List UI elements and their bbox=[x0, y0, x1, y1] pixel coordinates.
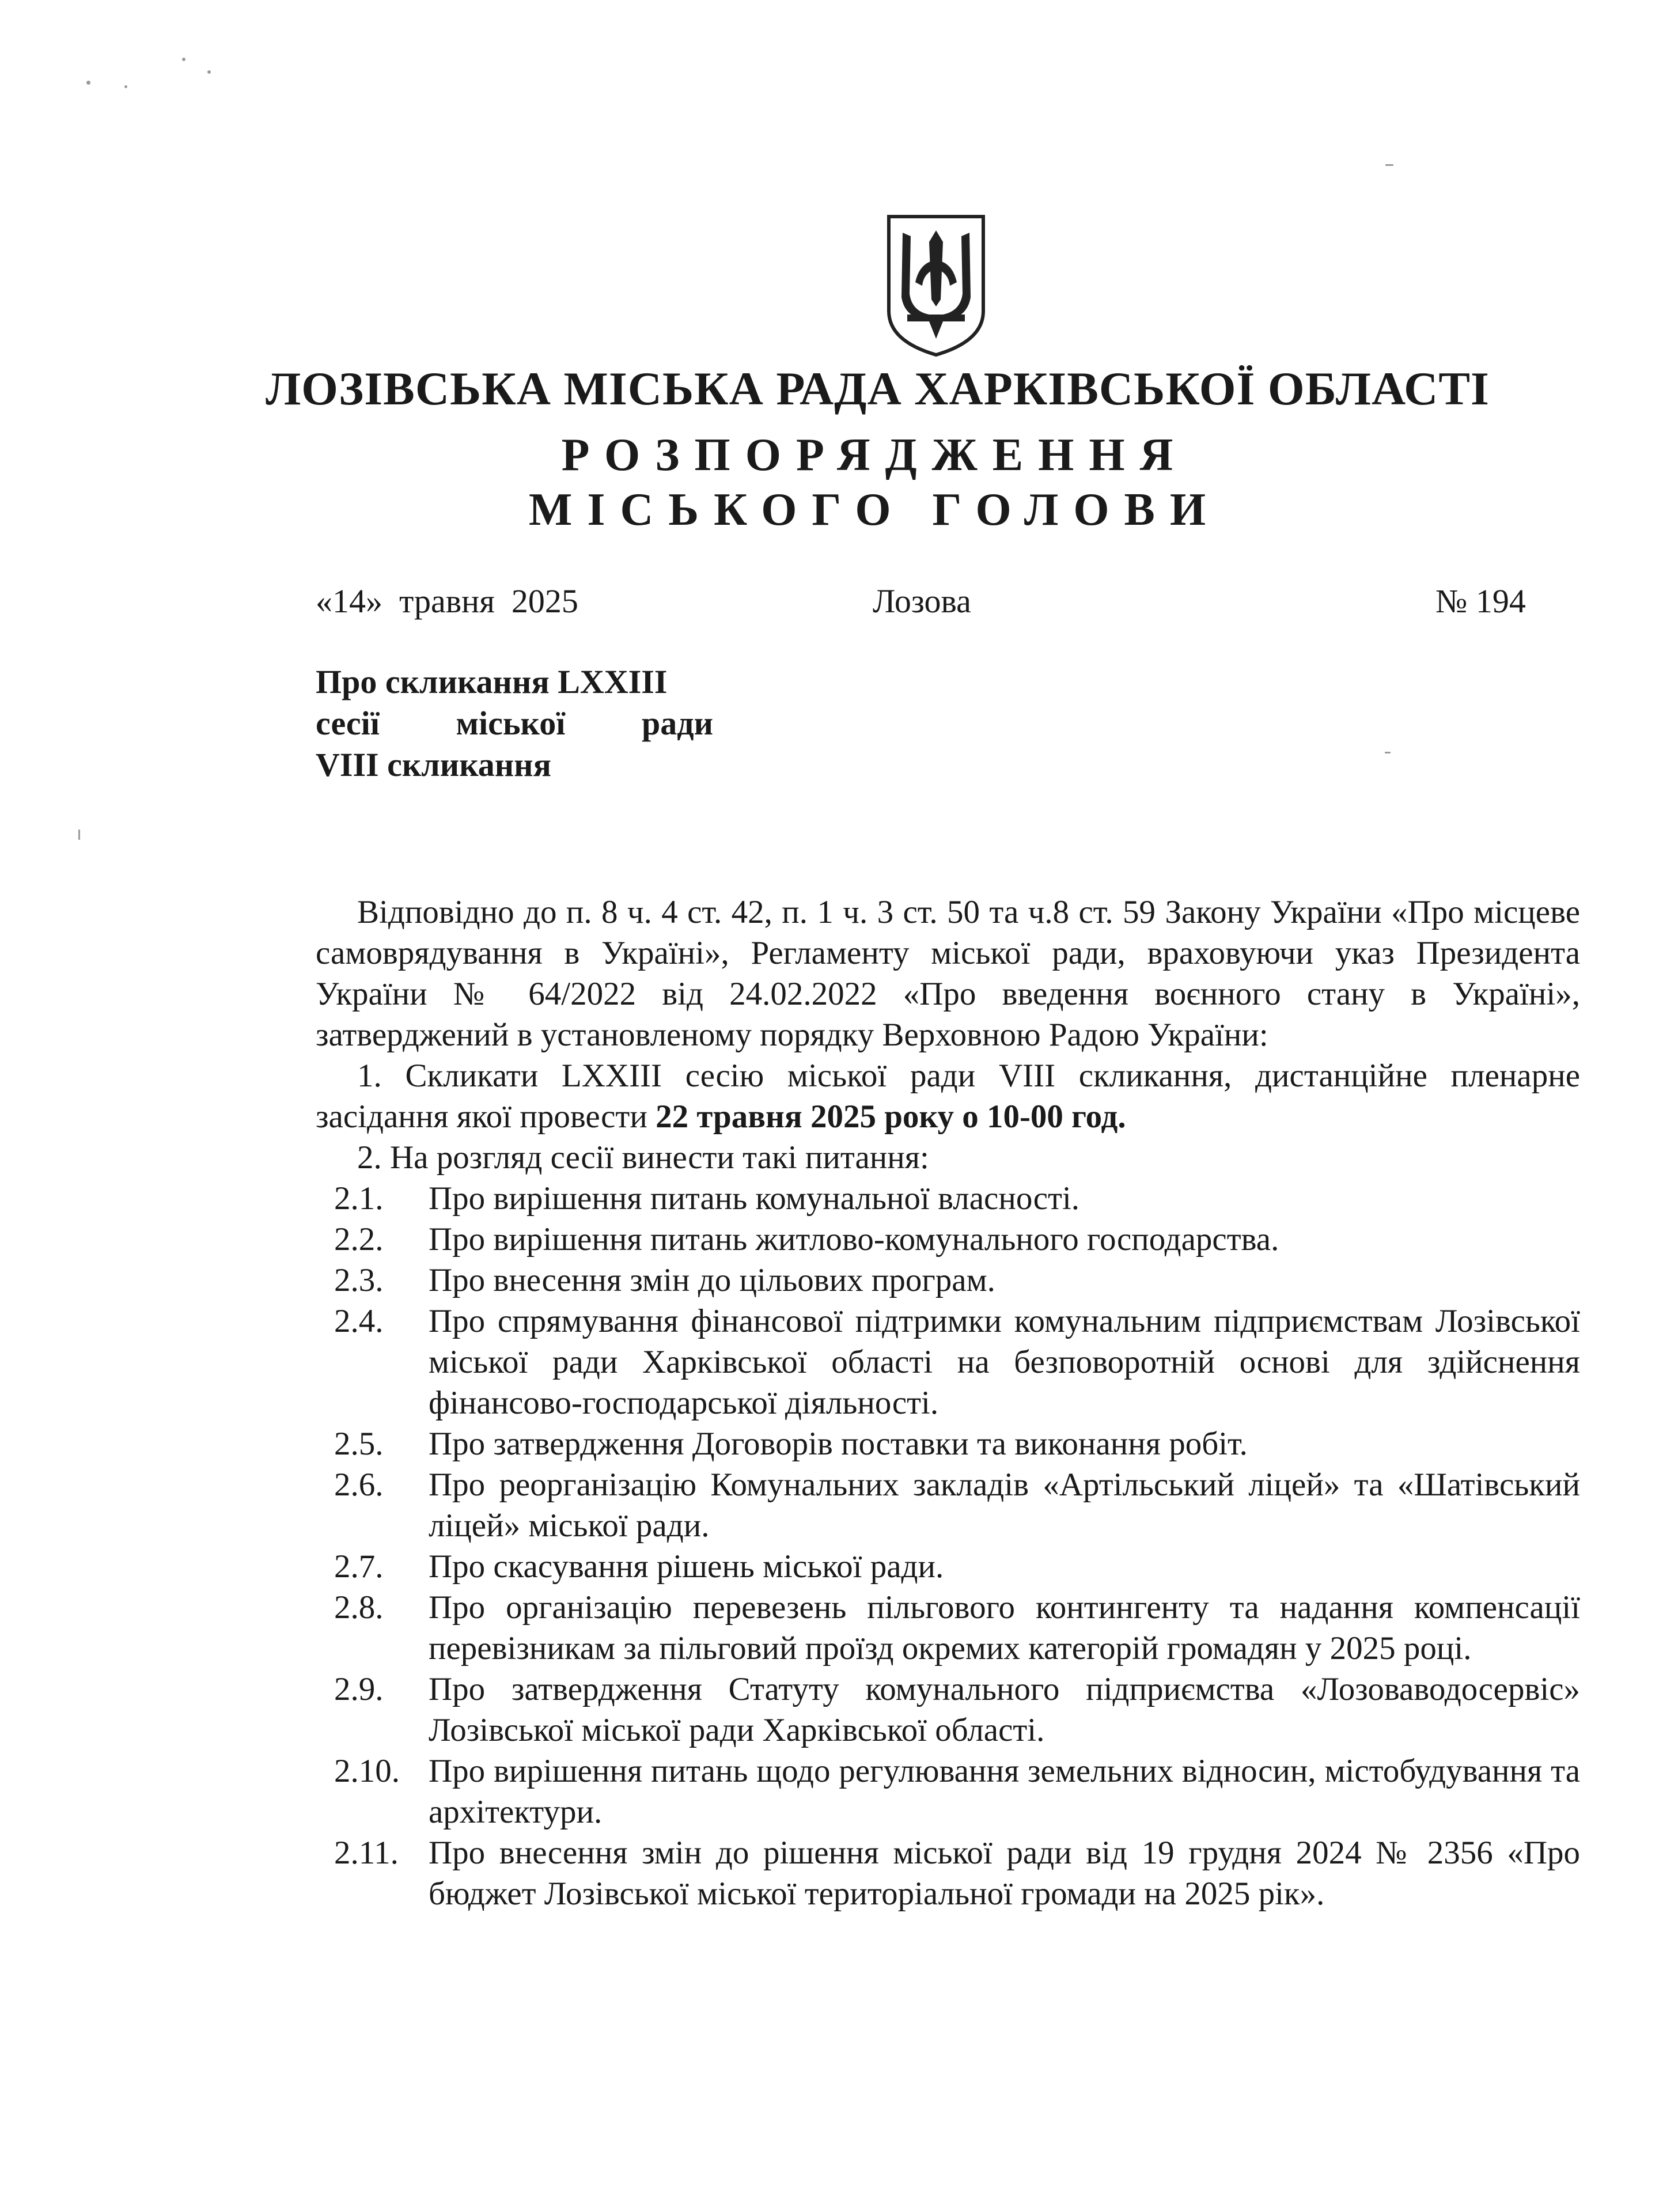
list-item-number: 2.11. bbox=[334, 1835, 399, 1871]
list-item-number: 2.9. bbox=[334, 1671, 384, 1707]
item-2-paragraph: 2. На розгляд сесії винести такі питання: bbox=[357, 1139, 929, 1176]
list-item bbox=[316, 1751, 1580, 1832]
subject-line-2 bbox=[316, 703, 713, 744]
subject-line-1: Про скликання LXXIII bbox=[316, 663, 668, 700]
item-1-text: 1. Скликати LXXIII сесію міської ради VIII скликання, дистанційне пленарне засідання якої провести bbox=[316, 1058, 1580, 1135]
list-item-number: 2.3. bbox=[334, 1262, 384, 1298]
list-item-text: Про внесення змін до цільових програм. bbox=[429, 1262, 995, 1298]
list-item bbox=[316, 1464, 1580, 1546]
subject-word: сесії bbox=[316, 704, 380, 742]
document-number: № 194 bbox=[1435, 582, 1526, 620]
preamble-paragraph: Відповідно до п. 8 ч. 4 ст. 42, п. 1 ч. 3 ст. 50 та ч.8 ст. 59 Закону України «Про місцеве самоврядування в Україні», Регламенту міської ради, враховуючи указ Президента України № 64/2022 від 24.02.2022 «Про введення воєнного стану в Україні», затверджений в установленому порядку Верховною Радою України: bbox=[316, 894, 1580, 1053]
list-item-number: 2.7. bbox=[334, 1548, 384, 1585]
list-item bbox=[316, 1301, 1580, 1423]
list-item-text: Про організацію перевезень пільгового контингенту та надання компенсації перевізникам за пільговий проїзд окремих категорій громадян у 2025 році. bbox=[429, 1589, 1580, 1666]
list-item-number: 2.4. bbox=[334, 1303, 384, 1339]
list-item-number: 2.5. bbox=[334, 1426, 384, 1462]
list-item-text: Про внесення змін до рішення міської ради від 19 грудня 2024 № 2356 «Про бюджет Лозівської міської територіальної громади на 2025 рік». bbox=[429, 1835, 1580, 1912]
subject-line-3: VIII скликання bbox=[316, 746, 551, 783]
list-item bbox=[316, 1832, 1580, 1914]
list-item bbox=[316, 1423, 1580, 1464]
list-item-text: Про затвердження Статуту комунального підприємства «Лозоваводосервіс» Лозівської міської ради Харківської області. bbox=[429, 1671, 1580, 1748]
item-1-date-time: 22 травня 2025 року о 10-00 год. bbox=[656, 1099, 1126, 1135]
list-item bbox=[316, 1587, 1580, 1669]
list-item-text: Про затвердження Договорів поставки та виконання робіт. bbox=[429, 1426, 1248, 1462]
list-item-number: 2.10. bbox=[334, 1753, 400, 1789]
list-item bbox=[316, 1669, 1580, 1751]
trident-coat-of-arms-icon bbox=[884, 213, 988, 357]
document-type-subtitle: МІСЬКОГО ГОЛОВИ bbox=[528, 484, 1221, 535]
list-item-number: 2.6. bbox=[334, 1467, 384, 1503]
document-date: «14» травня 2025 bbox=[316, 582, 578, 620]
document-subject bbox=[316, 661, 713, 786]
list-item bbox=[316, 1178, 1580, 1219]
subject-word: міської bbox=[456, 704, 566, 742]
list-item-text: Про скасування рішень міської ради. bbox=[429, 1548, 944, 1585]
list-item-number: 2.2. bbox=[334, 1221, 384, 1257]
agenda-list bbox=[316, 1178, 1580, 1914]
document-city: Лозова bbox=[873, 582, 971, 620]
list-item bbox=[316, 1219, 1580, 1260]
list-item-text: Про спрямування фінансової підтримки комунальним підприємствам Лозівської міської ради Харківської області на безповоротній основі для здійснення фінансово-господарської діяльності. bbox=[429, 1303, 1580, 1421]
subject-word: ради bbox=[641, 704, 713, 742]
list-item-number: 2.8. bbox=[334, 1589, 384, 1626]
document-type-title: РОЗПОРЯДЖЕННЯ bbox=[561, 430, 1188, 480]
list-item bbox=[316, 1546, 1580, 1587]
list-item-text: Про вирішення питань комунальної власності. bbox=[429, 1180, 1080, 1217]
list-item-text: Про реорганізацію Комунальних закладів «Артільський ліцей» та «Шатівський ліцей» міської ради. bbox=[429, 1467, 1580, 1544]
list-item-text: Про вирішення питань щодо регулювання земельних відносин, містобудування та архітектури. bbox=[429, 1753, 1580, 1830]
list-item bbox=[316, 1260, 1580, 1301]
list-item-number: 2.1. bbox=[334, 1180, 384, 1217]
list-item-text: Про вирішення питань житлово-комунального господарства. bbox=[429, 1221, 1279, 1257]
document-body bbox=[316, 892, 1580, 1914]
item-1-paragraph bbox=[316, 1055, 1580, 1137]
organization-name: ЛОЗІВСЬКА МІСЬКА РАДА ХАРКІВСЬКОЇ ОБЛАСТІ bbox=[266, 362, 1490, 415]
